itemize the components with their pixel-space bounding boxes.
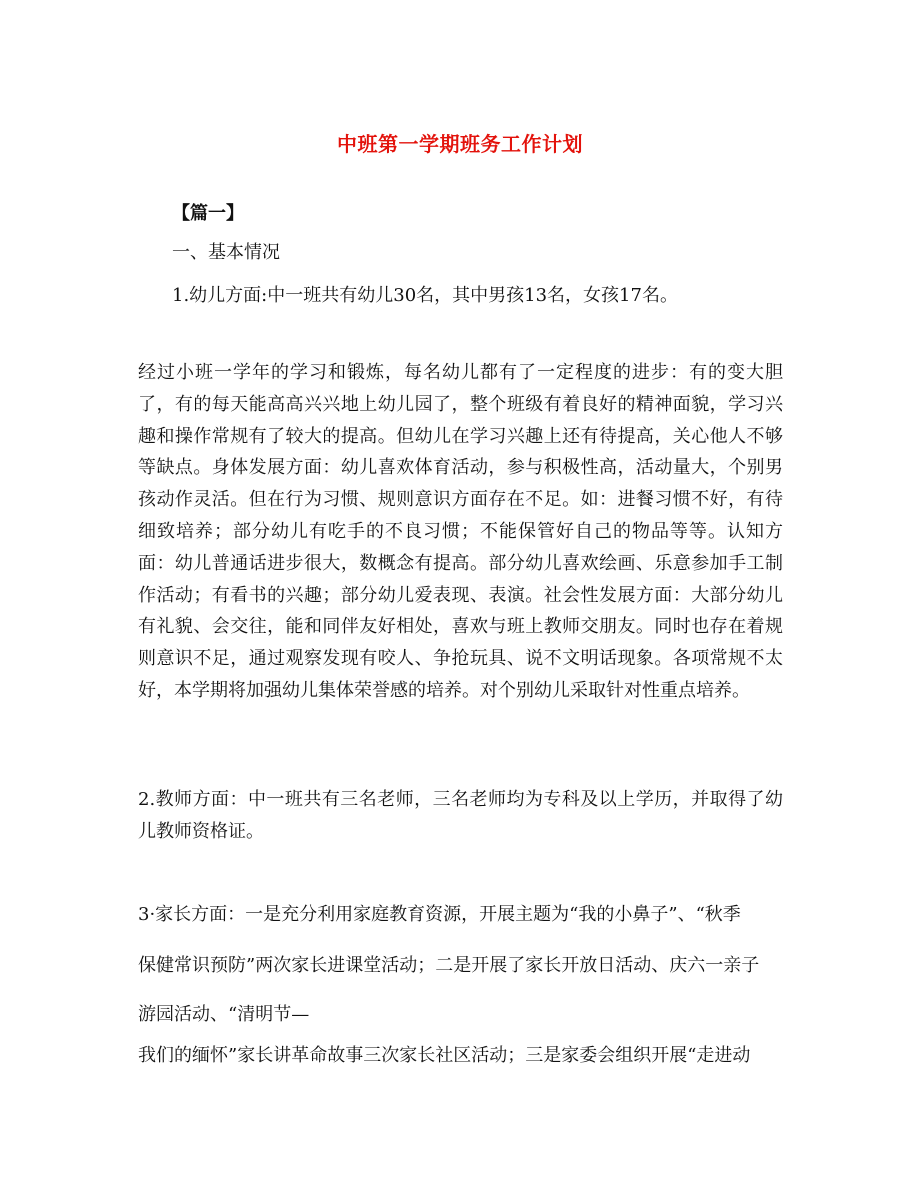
item-parents-line-2: 保健常识预防”两次家长进课堂活动；二是开展了家长开放日活动、庆六一亲子 [138,955,760,976]
item-parents-line-1: 3·家长方面：一是充分利用家庭教育资源，开展主题为“我的小鼻子”、“秋季 [138,904,741,925]
item-children: 1.幼儿方面:中一班共有幼儿30名，其中男孩13名，女孩17名。 [172,285,678,306]
item-parents-line-4: 我们的缅怀”家长讲革命故事三次家长社区活动；三是家委会组织开展“走进动 [138,1045,751,1066]
item-teachers: 2.教师方面：中一班共有三名老师，三名老师均为专科及以上学历，并取得了幼儿教师资格证。 [138,789,783,842]
item-parents-line-3: 游园活动、“清明节— [138,1004,310,1025]
heading-basic-situation: 一、基本情况 [172,242,280,263]
section-label: 【篇一】 [172,203,244,224]
document-title: 中班第一学期班务工作计划 [337,132,583,156]
paragraph-children-details: 经过小班一学年的学习和锻炼，每名幼儿都有了一定程度的进步：有的变大胆了，有的每天能高高兴兴地上幼儿园了，整个班级有着良好的精神面貌，学习兴趣和操作常规有了较大的提高。但幼儿在学习兴趣上还有待提高，关心他人不够等缺点。身体发展方面：幼儿喜欢体育活动，参与积极性高，活动量大，个别男孩动作灵活。但在行为习惯、规则意识方面存在不足。如：进餐习惯不好，有待细致培养；部分幼儿有吃手的不良习惯；不能保管好自己的物品等等。认知方面：幼儿普通话进步很大，数概念有提高。部分幼儿喜欢绘画、乐意参加手工制作活动；有看书的兴趣；部分幼儿爱表现、表演。社会性发展方面：大部分幼儿有礼貌、会交往，能和同伴友好相处，喜欢与班上教师交朋友。同时也存在着规则意识不足，通过观察发现有咬人、争抢玩具、说不文明话现象。各项常规不太好，本学期将加强幼儿集体荣誉感的培养。对个别幼儿采取针对性重点培养。 [138,362,783,701]
